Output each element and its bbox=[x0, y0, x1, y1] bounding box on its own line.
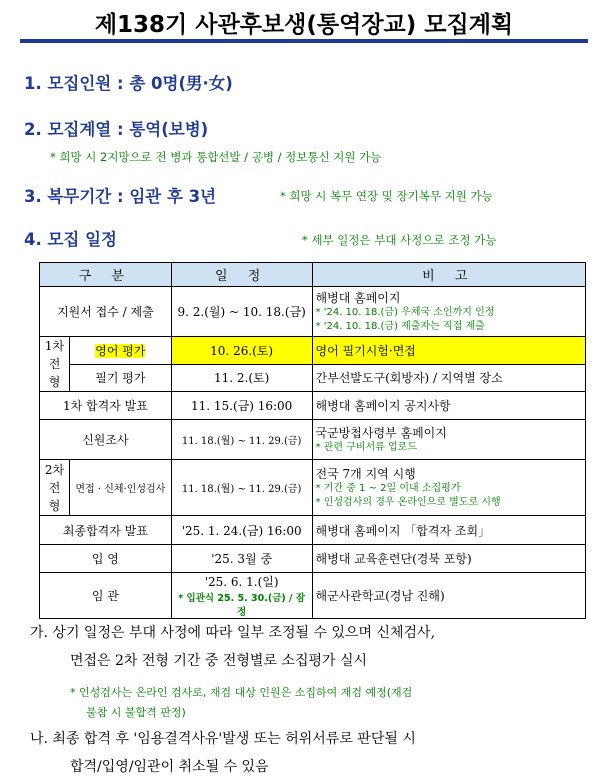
row-date: 11. 2.(토) bbox=[171, 364, 312, 392]
row-remarks: 해군사관학교(경남 진해) bbox=[312, 573, 585, 619]
remarks-sub: * '24. 10. 18.(금) 우체국 소인까지 인정 bbox=[315, 307, 495, 318]
row-date: 9. 2.(월) ~ 10. 18.(금) bbox=[171, 287, 312, 337]
remarks-main: 해병대 홈페이지 bbox=[315, 291, 401, 305]
table-row bbox=[40, 460, 586, 516]
date-sub: * 입관식 25. 5. 30.(금) / 잠정 bbox=[178, 593, 306, 618]
row-date bbox=[171, 573, 312, 619]
row-label: 1차 합격자 발표 bbox=[40, 392, 172, 420]
row-remarks: 영어 필기시험·면접 bbox=[312, 337, 585, 365]
row-label: 최종합격자 발표 bbox=[40, 516, 172, 545]
page-title: 제138기 사관후보생(통역장교) 모집계획 bbox=[94, 12, 514, 38]
row-date: '25. 1. 24.(금) 16:00 bbox=[171, 516, 312, 545]
row-date: 11. 18.(월) ~ 11. 29.(금) bbox=[171, 460, 312, 516]
row-label: 필기 평가 bbox=[69, 364, 171, 392]
table-row bbox=[40, 420, 586, 460]
row-date: 11. 15.(금) 16:00 bbox=[171, 392, 312, 420]
section-recruit-field-note: * 희망 시 2지망으로 전 병과 통합선발 / 공병 / 정보통신 지원 가능 bbox=[50, 150, 382, 164]
schedule-table bbox=[39, 262, 586, 619]
section-recruit-field: 2. 모집계열 : 통역(보병) bbox=[24, 120, 209, 139]
section-recruit-count: 1. 모집인원 : 총 0명(男·女) bbox=[24, 74, 233, 93]
row-remarks bbox=[312, 287, 585, 337]
header-remarks: 비 고 bbox=[312, 263, 585, 287]
row-label: 신원조사 bbox=[40, 420, 172, 460]
row-label: 지원서 접수 / 제출 bbox=[40, 287, 172, 337]
footer-item-ga-note2: 불참 시 불합격 판정) bbox=[86, 706, 186, 719]
table-header-row bbox=[40, 263, 586, 287]
section-service-period-note: * 희망 시 복무 연장 및 장기복무 지원 가능 bbox=[280, 189, 493, 203]
table-row bbox=[40, 287, 586, 337]
footer-item-na-line2: 합격/입영/임관이 취소될 수 있음 bbox=[70, 759, 269, 775]
remarks-sub: * 관련 구비서류 업로드 bbox=[315, 442, 418, 453]
remarks-main: 국군방첩사령부 홈페이지 bbox=[315, 426, 447, 440]
row-remarks bbox=[312, 460, 585, 516]
remarks-sub: * 인성검사의 경우 온라인으로 별도로 시행 bbox=[315, 497, 501, 508]
highlighted-label: 영어 평가 bbox=[95, 343, 146, 358]
row-remarks: 해병대 홈페이지 공지사항 bbox=[312, 392, 585, 420]
row-remarks: 간부선발도구(회방자) / 지역별 장소 bbox=[312, 364, 585, 392]
row-group-first-screening: 1차 전형 bbox=[40, 337, 70, 392]
section-service-period: 3. 복무기간 : 임관 후 3년 bbox=[24, 187, 217, 206]
footer-item-ga-line2: 면접은 2차 전형 기간 중 전형별로 소집평가 실시 bbox=[70, 653, 368, 669]
remarks-main: 전국 7개 지역 시행 bbox=[315, 467, 416, 481]
header-category: 구 분 bbox=[40, 263, 172, 287]
row-remarks: 해병대 홈페이지 「합격자 조회」 bbox=[312, 516, 585, 545]
row-label bbox=[69, 337, 171, 365]
section-schedule: 4. 모집 일정 bbox=[24, 230, 117, 249]
table-row bbox=[40, 337, 586, 365]
remarks-sub: * '24. 10. 18.(금) 제출자는 직접 제출 bbox=[315, 321, 485, 332]
title-underline bbox=[20, 39, 588, 43]
row-label: 임 관 bbox=[40, 573, 172, 619]
row-label: 입 영 bbox=[40, 545, 172, 573]
table-row bbox=[40, 392, 586, 420]
row-date: 10. 26.(토) bbox=[171, 337, 312, 365]
row-date: '25. 3월 중 bbox=[171, 545, 312, 573]
section-schedule-note: * 세부 일정은 부대 사정으로 조정 가능 bbox=[302, 233, 497, 247]
table-row bbox=[40, 516, 586, 545]
row-group-second-screening: 2차 전형 bbox=[40, 460, 70, 516]
table-row bbox=[40, 545, 586, 573]
header-schedule: 일 정 bbox=[171, 263, 312, 287]
footer-item-ga-note1: * 인성검사는 온라인 검사로, 재검 대상 인원은 소집하여 재검 예정(재검 bbox=[70, 686, 413, 699]
row-remarks bbox=[312, 420, 585, 460]
footer-item-ga-line1: 가. 상기 일정은 부대 사정에 따라 일부 조정될 수 있으며 신체검사, bbox=[30, 625, 436, 641]
table-row bbox=[40, 573, 586, 619]
table-row bbox=[40, 364, 586, 392]
remarks-sub: * 기간 중 1 ~ 2일 이내 소집평가 bbox=[315, 483, 461, 494]
row-date: 11. 18.(월) ~ 11. 29.(금) bbox=[171, 420, 312, 460]
date-main: '25. 6. 1.(일) bbox=[204, 575, 279, 589]
row-label: 면접 · 신체·인성검사 bbox=[69, 460, 171, 516]
footer-item-na-line1: 나. 최종 합격 후 '임용결격사유'발생 또는 허위서류로 판단될 시 bbox=[30, 731, 416, 747]
row-remarks: 해병대 교육훈련단(경북 포항) bbox=[312, 545, 585, 573]
